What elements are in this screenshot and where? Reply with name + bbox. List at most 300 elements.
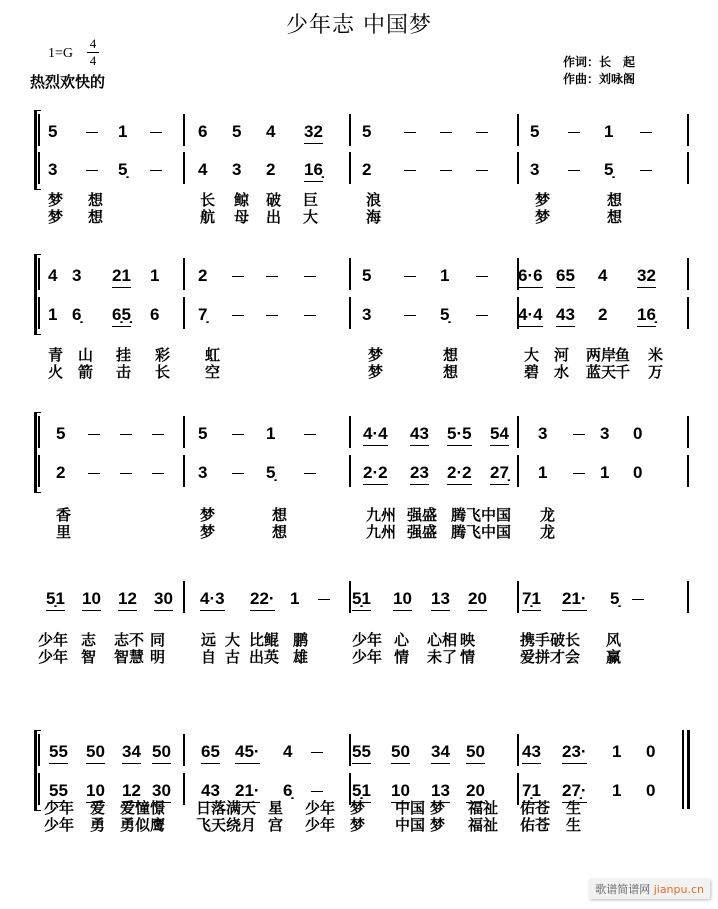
note: 5̣1 bbox=[46, 589, 65, 611]
note: 5̣ bbox=[440, 305, 450, 324]
lyric-2: 火 bbox=[48, 363, 64, 381]
lyric-2: 自 bbox=[201, 648, 217, 666]
barline-start bbox=[38, 734, 40, 766]
note: 55 bbox=[49, 742, 68, 764]
sustain-dash bbox=[86, 132, 98, 133]
lyricist-credit: 作词：长 起 bbox=[563, 55, 636, 69]
lyric-2: 海 bbox=[366, 208, 382, 226]
barline bbox=[183, 581, 185, 613]
lyric-1: 龙 bbox=[540, 506, 556, 524]
lyric-2: 福祉 bbox=[468, 816, 499, 834]
lyric-1: 同 bbox=[150, 631, 166, 649]
sustain-dash bbox=[632, 599, 644, 600]
final-barline-thin bbox=[682, 730, 684, 809]
note: 1 bbox=[538, 463, 548, 482]
barline bbox=[349, 734, 351, 766]
note: 10 bbox=[391, 781, 410, 803]
barline bbox=[183, 152, 185, 184]
note: 12 bbox=[118, 589, 137, 611]
note: 5̣1 bbox=[352, 781, 371, 803]
lyric-2: 千 bbox=[615, 363, 631, 381]
note: 4·4 bbox=[363, 424, 388, 446]
lyric-1: 生 bbox=[566, 799, 582, 817]
lyric-2: 智慧 bbox=[114, 648, 145, 666]
lyric-2: 少年 bbox=[352, 648, 383, 666]
note: 4·4 bbox=[518, 305, 543, 327]
lyric-2: 想 bbox=[88, 208, 104, 226]
note: 4·3 bbox=[200, 589, 225, 611]
lyric-2: 万 bbox=[648, 363, 664, 381]
barline bbox=[183, 773, 185, 805]
sustain-dash bbox=[573, 473, 585, 474]
note: 30 bbox=[154, 589, 173, 611]
barline bbox=[349, 581, 351, 613]
lyric-2: 出英 bbox=[249, 648, 280, 666]
sustain-dash bbox=[150, 132, 162, 133]
lyric-1: 挂 bbox=[116, 346, 132, 364]
note: 43 bbox=[201, 781, 220, 803]
note: 1 bbox=[604, 122, 614, 141]
sustain-dash bbox=[404, 315, 416, 316]
note: 2·2 bbox=[447, 463, 472, 485]
barline-start bbox=[38, 297, 40, 329]
sustain-dash bbox=[311, 752, 323, 753]
lyric-2: 里 bbox=[56, 523, 72, 541]
note: 4 bbox=[283, 742, 293, 761]
sustain-dash bbox=[120, 434, 132, 435]
lyric-1: 爱 bbox=[90, 799, 106, 817]
note: 2 bbox=[56, 463, 66, 482]
lyric-2: 佑苍 bbox=[520, 816, 551, 834]
barline-start bbox=[38, 114, 40, 146]
barline bbox=[517, 152, 519, 184]
lyric-1: 九州 bbox=[366, 506, 397, 524]
lyric-2: 出 bbox=[266, 208, 282, 226]
note: 5̣ bbox=[610, 589, 620, 608]
lyric-1: 风 bbox=[606, 631, 622, 649]
note: 21· bbox=[235, 781, 260, 803]
sustain-dash bbox=[304, 473, 316, 474]
sustain-dash bbox=[152, 434, 164, 435]
sustain-dash bbox=[640, 132, 652, 133]
note: 4 bbox=[266, 122, 276, 141]
key-signature: 1=G bbox=[48, 46, 74, 61]
lyric-1: 鲸 bbox=[234, 191, 250, 209]
sustain-dash bbox=[266, 276, 278, 277]
note: 4 bbox=[48, 266, 58, 285]
note: 2 bbox=[362, 160, 372, 179]
note: 20 bbox=[468, 589, 487, 611]
note: 5 bbox=[362, 122, 372, 141]
sustain-dash bbox=[640, 170, 652, 171]
note: 32 bbox=[304, 122, 323, 144]
barline bbox=[517, 773, 519, 805]
barline-start bbox=[38, 258, 40, 290]
lyric-1: 少年 bbox=[38, 631, 69, 649]
lyric-2: 少年 bbox=[38, 648, 69, 666]
lyric-1: 携手破长 bbox=[520, 631, 581, 649]
barline bbox=[517, 734, 519, 766]
note: 3 bbox=[538, 424, 548, 443]
lyric-1: 志不 bbox=[114, 631, 145, 649]
barline-start bbox=[38, 773, 40, 805]
lyric-1: 比鲲 bbox=[249, 631, 280, 649]
lyric-1: 星 bbox=[268, 799, 284, 817]
lyric-1: 少年 bbox=[305, 799, 336, 817]
lyric-2: 飞天绕月 bbox=[196, 816, 257, 834]
note: 2·2 bbox=[363, 463, 388, 485]
lyric-2: 龙 bbox=[540, 523, 556, 541]
note: 5 bbox=[198, 424, 208, 443]
lyric-2: 航 bbox=[200, 208, 216, 226]
lyric-2: 梦 bbox=[350, 816, 366, 834]
note: 7̣1 bbox=[522, 589, 541, 611]
lyric-2: 中国 bbox=[395, 816, 426, 834]
note: 1 bbox=[266, 424, 276, 443]
sustain-dash bbox=[266, 315, 278, 316]
note: 2 bbox=[266, 160, 276, 179]
time-signature: 4 4 bbox=[87, 37, 99, 68]
note: 0 bbox=[633, 463, 643, 482]
lyric-1: 长 bbox=[200, 191, 216, 209]
note: 7̣ bbox=[198, 305, 208, 324]
note: 10 bbox=[86, 781, 105, 803]
note: 5 bbox=[530, 122, 540, 141]
note: 1 bbox=[290, 589, 300, 608]
note: 50 bbox=[152, 742, 171, 764]
note: 5̣ bbox=[266, 463, 276, 482]
barline bbox=[183, 258, 185, 290]
note: 50 bbox=[466, 742, 485, 764]
note: 10 bbox=[82, 589, 101, 611]
lyric-2: 爱拼才会 bbox=[520, 648, 581, 666]
note: 55 bbox=[49, 781, 68, 803]
note: 5̣ bbox=[604, 160, 614, 179]
note: 12 bbox=[122, 781, 141, 803]
lyric-2: 空 bbox=[205, 363, 221, 381]
lyric-1: 想 bbox=[88, 191, 104, 209]
lyric-1: 鱼 bbox=[615, 346, 631, 364]
lyric-1: 爱憧憬 bbox=[120, 799, 166, 817]
lyric-1: 巨 bbox=[303, 191, 319, 209]
note: 65 bbox=[201, 742, 220, 764]
note: 21· bbox=[562, 589, 587, 611]
lyric-1: 大 bbox=[225, 631, 241, 649]
note: 3 bbox=[362, 305, 372, 324]
lyric-2: 水 bbox=[554, 363, 570, 381]
song-title: 少年志 中国梦 bbox=[286, 13, 432, 38]
lyric-1: 两岸 bbox=[586, 346, 617, 364]
sustain-dash bbox=[440, 170, 452, 171]
lyric-2: 情 bbox=[394, 648, 410, 666]
lyric-2: 宫 bbox=[268, 816, 284, 834]
barline bbox=[349, 416, 351, 448]
note: 27̣· bbox=[562, 781, 587, 803]
sustain-dash bbox=[476, 170, 488, 171]
lyric-1: 梦 bbox=[350, 799, 366, 817]
note: 32 bbox=[637, 266, 656, 288]
barline bbox=[349, 455, 351, 487]
lyric-2: 梦 bbox=[48, 208, 64, 226]
note: 1 bbox=[600, 463, 610, 482]
barline bbox=[517, 114, 519, 146]
note: 2 bbox=[598, 305, 608, 324]
lyric-1: 佑苍 bbox=[520, 799, 551, 817]
lyric-2: 长 bbox=[155, 363, 171, 381]
note: 6̣ bbox=[283, 781, 293, 800]
note: 50 bbox=[391, 742, 410, 764]
barline bbox=[183, 114, 185, 146]
note: 5̣1 bbox=[352, 589, 371, 611]
lyric-1: 梦 bbox=[48, 191, 64, 209]
note: 27̣ bbox=[490, 463, 509, 485]
note: 30 bbox=[152, 781, 171, 803]
lyric-2: 大 bbox=[303, 208, 319, 226]
sustain-dash bbox=[304, 276, 316, 277]
note: 16̣ bbox=[304, 160, 323, 182]
final-barline-thick bbox=[687, 730, 690, 809]
barline bbox=[687, 114, 689, 146]
lyric-1: 米 bbox=[648, 346, 664, 364]
note: 5 bbox=[48, 122, 58, 141]
lyric-1: 破 bbox=[266, 191, 282, 209]
barline bbox=[687, 416, 689, 448]
barline-start bbox=[38, 455, 40, 487]
note: 5·5 bbox=[447, 424, 472, 446]
lyric-2: 少年 bbox=[305, 816, 336, 834]
barline bbox=[349, 152, 351, 184]
sustain-dash bbox=[232, 473, 244, 474]
note: 23· bbox=[562, 742, 587, 764]
barline bbox=[183, 734, 185, 766]
lyric-1: 梦 bbox=[430, 799, 446, 817]
note: 55 bbox=[352, 742, 371, 764]
sustain-dash bbox=[88, 473, 100, 474]
note: 2 bbox=[198, 266, 208, 285]
barline bbox=[183, 455, 185, 487]
note: 1 bbox=[612, 742, 622, 761]
lyric-2: 蓝天 bbox=[586, 363, 617, 381]
lyric-1: 强盛 bbox=[407, 506, 438, 524]
lyric-1: 心相 bbox=[427, 631, 458, 649]
note: 0 bbox=[633, 424, 643, 443]
lyric-1: 日落满天 bbox=[196, 799, 257, 817]
note: 6 bbox=[198, 122, 208, 141]
barline bbox=[687, 258, 689, 290]
note: 10 bbox=[393, 589, 412, 611]
barline bbox=[687, 455, 689, 487]
lyric-2: 梦 bbox=[430, 816, 446, 834]
note: 3 bbox=[530, 160, 540, 179]
sustain-dash bbox=[232, 315, 244, 316]
lyric-1: 鹏 bbox=[293, 631, 309, 649]
sustain-dash bbox=[232, 276, 244, 277]
note: 43 bbox=[410, 424, 429, 446]
note: 6·6 bbox=[518, 266, 543, 288]
lyric-1: 浪 bbox=[366, 191, 382, 209]
sustain-dash bbox=[120, 473, 132, 474]
note: 23 bbox=[410, 463, 429, 485]
note: 1 bbox=[150, 266, 160, 285]
note: 34 bbox=[431, 742, 450, 764]
note: 3 bbox=[72, 266, 82, 285]
note: 1 bbox=[440, 266, 450, 285]
lyric-2: 想 bbox=[443, 363, 459, 381]
lyric-2: 明 bbox=[150, 648, 166, 666]
lyric-1: 虹 bbox=[205, 346, 221, 364]
lyric-1: 志 bbox=[81, 631, 97, 649]
note: 5 bbox=[232, 122, 242, 141]
note: 6̣ bbox=[72, 305, 82, 324]
note: 3 bbox=[48, 160, 58, 179]
lyric-2: 箭 bbox=[78, 363, 94, 381]
lyric-2: 强盛 bbox=[407, 523, 438, 541]
lyric-2: 腾飞中国 bbox=[451, 523, 512, 541]
note: 50 bbox=[86, 742, 105, 764]
lyric-1: 映 bbox=[460, 631, 476, 649]
note: 1 bbox=[612, 781, 622, 800]
sustain-dash bbox=[568, 132, 580, 133]
barline bbox=[349, 114, 351, 146]
sustain-dash bbox=[311, 791, 323, 792]
note: 6 bbox=[150, 305, 160, 324]
note: 43 bbox=[522, 742, 541, 764]
sustain-dash bbox=[476, 276, 488, 277]
barline bbox=[517, 581, 519, 613]
note: 65 bbox=[556, 266, 575, 288]
note: 54 bbox=[490, 424, 509, 446]
note: 7̣1 bbox=[522, 781, 541, 803]
lyric-2: 勇 bbox=[90, 816, 106, 834]
barline bbox=[517, 416, 519, 448]
sustain-dash bbox=[318, 599, 330, 600]
lyric-2: 梦 bbox=[535, 208, 551, 226]
lyric-1: 山 bbox=[78, 346, 94, 364]
barline bbox=[687, 581, 689, 613]
note: 43 bbox=[556, 305, 575, 327]
barline bbox=[183, 416, 185, 448]
barline bbox=[517, 455, 519, 487]
sustain-dash bbox=[404, 132, 416, 133]
note: 45· bbox=[235, 742, 260, 764]
lyric-1: 想 bbox=[607, 191, 623, 209]
lyric-2: 想 bbox=[607, 208, 623, 226]
tempo-marking: 热烈欢快的 bbox=[30, 73, 106, 91]
lyric-1: 腾飞中国 bbox=[451, 506, 512, 524]
lyric-2: 情 bbox=[460, 648, 476, 666]
lyric-1: 梦 bbox=[368, 346, 384, 364]
lyric-1: 梦 bbox=[200, 506, 216, 524]
lyric-2: 雄 bbox=[293, 648, 309, 666]
sustain-dash bbox=[304, 315, 316, 316]
lyric-2: 少年 bbox=[44, 816, 75, 834]
lyric-2: 碧 bbox=[524, 363, 540, 381]
sustain-dash bbox=[152, 473, 164, 474]
lyric-1: 想 bbox=[272, 506, 288, 524]
lyric-1: 香 bbox=[56, 506, 72, 524]
note: 22· bbox=[250, 589, 275, 611]
lyric-2: 击 bbox=[116, 363, 132, 381]
note: 6̣5̣ bbox=[112, 305, 131, 327]
note: 5 bbox=[362, 266, 372, 285]
note: 0 bbox=[646, 742, 656, 761]
lyric-2: 未了 bbox=[427, 648, 458, 666]
sustain-dash bbox=[304, 434, 316, 435]
lyric-1: 少年 bbox=[44, 799, 75, 817]
sustain-dash bbox=[88, 434, 100, 435]
sustain-dash bbox=[404, 170, 416, 171]
lyric-2: 梦 bbox=[368, 363, 384, 381]
lyric-1: 青 bbox=[48, 346, 64, 364]
lyric-1: 中国 bbox=[395, 799, 426, 817]
note: 20 bbox=[466, 781, 485, 803]
note: 13 bbox=[431, 781, 450, 803]
lyric-1: 少年 bbox=[352, 631, 383, 649]
lyric-1: 心 bbox=[394, 631, 410, 649]
sustain-dash bbox=[440, 132, 452, 133]
sustain-dash bbox=[150, 170, 162, 171]
lyric-1: 梦 bbox=[535, 191, 551, 209]
lyric-2: 生 bbox=[566, 816, 582, 834]
lyric-2: 母 bbox=[234, 208, 250, 226]
lyric-1: 河 bbox=[554, 346, 570, 364]
watermark: 歌谱简谱网 jianpu.cn bbox=[589, 879, 710, 899]
note: 1 bbox=[48, 305, 58, 324]
note: 34 bbox=[122, 742, 141, 764]
barline bbox=[687, 297, 689, 329]
barline bbox=[349, 297, 351, 329]
lyric-1: 远 bbox=[201, 631, 217, 649]
barline bbox=[687, 152, 689, 184]
note: 0 bbox=[646, 781, 656, 800]
barline bbox=[349, 258, 351, 290]
lyric-1: 彩 bbox=[155, 346, 171, 364]
barline-start bbox=[38, 416, 40, 448]
lyric-2: 想 bbox=[272, 523, 288, 541]
note: 3 bbox=[600, 424, 610, 443]
lyric-2: 智 bbox=[81, 648, 97, 666]
note: 4 bbox=[598, 266, 608, 285]
barline bbox=[183, 297, 185, 329]
sustain-dash bbox=[86, 170, 98, 171]
lyric-2: 九州 bbox=[366, 523, 397, 541]
sustain-dash bbox=[476, 315, 488, 316]
lyric-1: 想 bbox=[443, 346, 459, 364]
note: 5̣ bbox=[118, 160, 128, 179]
note: 5 bbox=[56, 424, 66, 443]
sustain-dash bbox=[568, 170, 580, 171]
sustain-dash bbox=[404, 276, 416, 277]
lyric-1: 大 bbox=[524, 346, 540, 364]
note: 16̣ bbox=[637, 305, 656, 327]
note: 3 bbox=[198, 463, 208, 482]
note: 13 bbox=[431, 589, 450, 611]
sustain-dash bbox=[232, 434, 244, 435]
composer-credit: 作曲：刘咏阁 bbox=[563, 72, 636, 86]
note: 1 bbox=[118, 122, 128, 141]
barline-start bbox=[38, 152, 40, 184]
lyric-1: 福祉 bbox=[468, 799, 499, 817]
note: 3 bbox=[232, 160, 242, 179]
lyric-2: 赢 bbox=[606, 648, 622, 666]
note: 4 bbox=[198, 160, 208, 179]
sustain-dash bbox=[476, 132, 488, 133]
note: 21 bbox=[112, 266, 131, 288]
lyric-2: 古 bbox=[225, 648, 241, 666]
lyric-2: 梦 bbox=[200, 523, 216, 541]
sustain-dash bbox=[573, 434, 585, 435]
lyric-2: 勇似鹰 bbox=[120, 816, 166, 834]
